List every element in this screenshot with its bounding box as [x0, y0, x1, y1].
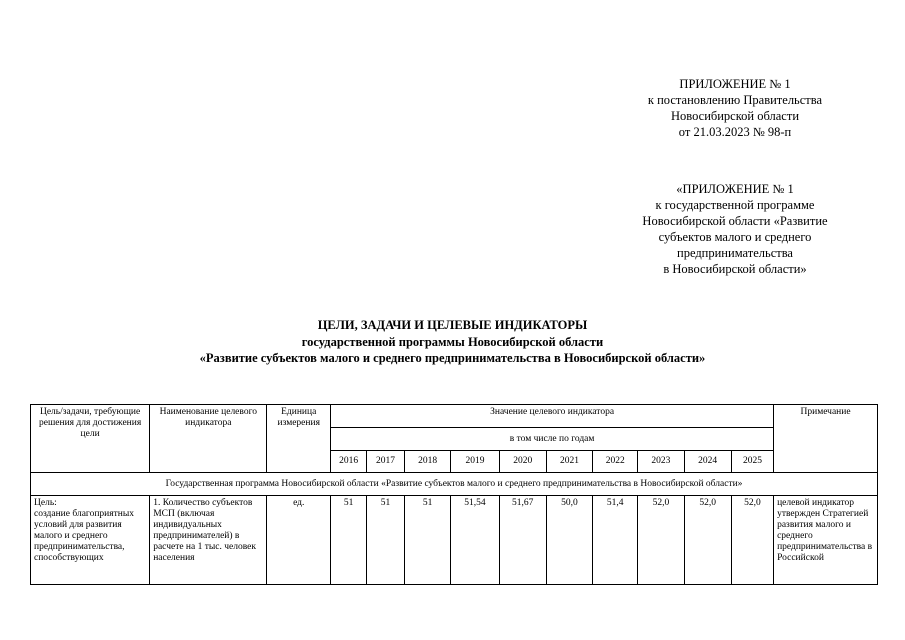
title-line-1: ЦЕЛИ, ЗАДАЧИ И ЦЕЛЕВЫЕ ИНДИКАТОРЫ	[317, 318, 588, 332]
annex-1-line: ПРИЛОЖЕНИЕ № 1	[679, 77, 791, 91]
row-indicator-cell	[150, 496, 267, 585]
year-cell: 2019	[451, 451, 499, 473]
indicators-table	[30, 404, 878, 585]
annex-1-line: от 21.03.2023 № 98-п	[678, 125, 792, 139]
value-cell: 52,0	[731, 496, 773, 585]
value-cell: 51,4	[593, 496, 638, 585]
value-cell: 52,0	[638, 496, 684, 585]
annex-2-line: к государственной программе	[655, 198, 815, 212]
title-line-3: «Развитие субъектов малого и среднего предпринимательства в Новосибирской области»	[199, 351, 706, 365]
year-cell: 2021	[546, 451, 592, 473]
annex-2-line: предпринимательства	[677, 246, 793, 260]
header-note: Примечание	[774, 405, 878, 473]
annex-2-line: Новосибирской области «Развитие	[642, 214, 828, 228]
year-cell: 2022	[593, 451, 638, 473]
header-value: Значение целевого индикатора	[331, 405, 774, 428]
title-line-2: государственной программы Новосибирской области	[301, 334, 604, 349]
year-cell: 2016	[331, 451, 367, 473]
row-goal-text: Цель: создание благоприятных условий для развития малого и среднего предпринимательства, способствующих	[34, 498, 134, 563]
year-cell: 2025	[731, 451, 773, 473]
value-cell: 51	[331, 496, 367, 585]
annex-1-line: Новосибирской области	[670, 109, 800, 123]
year-cell: 2017	[367, 451, 405, 473]
annex-2-line: субъектов малого и среднего	[658, 230, 812, 244]
year-cell: 2020	[499, 451, 546, 473]
value-cell: 51,67	[499, 496, 546, 585]
row-note-cell	[774, 496, 878, 585]
annex-1-line: к постановлению Правительства	[647, 93, 823, 107]
value-cell: 50,0	[546, 496, 592, 585]
annex-1-header	[600, 76, 870, 140]
annex-2-line: в Новосибирской области»	[663, 262, 807, 276]
header-indicator: Наименование целевого индикатора	[150, 405, 267, 473]
value-cell: 52,0	[684, 496, 731, 585]
value-cell: 51	[405, 496, 451, 585]
document-title	[0, 317, 905, 367]
year-cell: 2018	[405, 451, 451, 473]
header-goal: Цель/задачи, требующие решения для достижения цели	[31, 405, 150, 473]
program-row: Государственная программа Новосибирской области «Развитие субъектов малого и среднего предпринимательства в Новосибирской области»	[31, 473, 878, 496]
row-unit: ед.	[267, 496, 331, 585]
value-cell: 51	[367, 496, 405, 585]
header-by-years: в том числе по годам	[331, 428, 774, 451]
row-note-text: целевой индикатор утвержден Стратегией развития малого и среднего предпринимательства в Российской	[777, 498, 873, 563]
annex-2-line: «ПРИЛОЖЕНИЕ № 1	[676, 182, 794, 196]
value-cell: 51,54	[451, 496, 499, 585]
row-indicator-text: 1. Количество субъектов МСП (включая индивидуальных предпринимателей) в расчете на 1 тыс. человек населения	[153, 498, 256, 563]
year-cell: 2024	[684, 451, 731, 473]
annex-2-header	[596, 181, 874, 277]
row-goal-cell	[31, 496, 150, 585]
header-unit: Единица измерения	[267, 405, 331, 473]
year-cell: 2023	[638, 451, 684, 473]
